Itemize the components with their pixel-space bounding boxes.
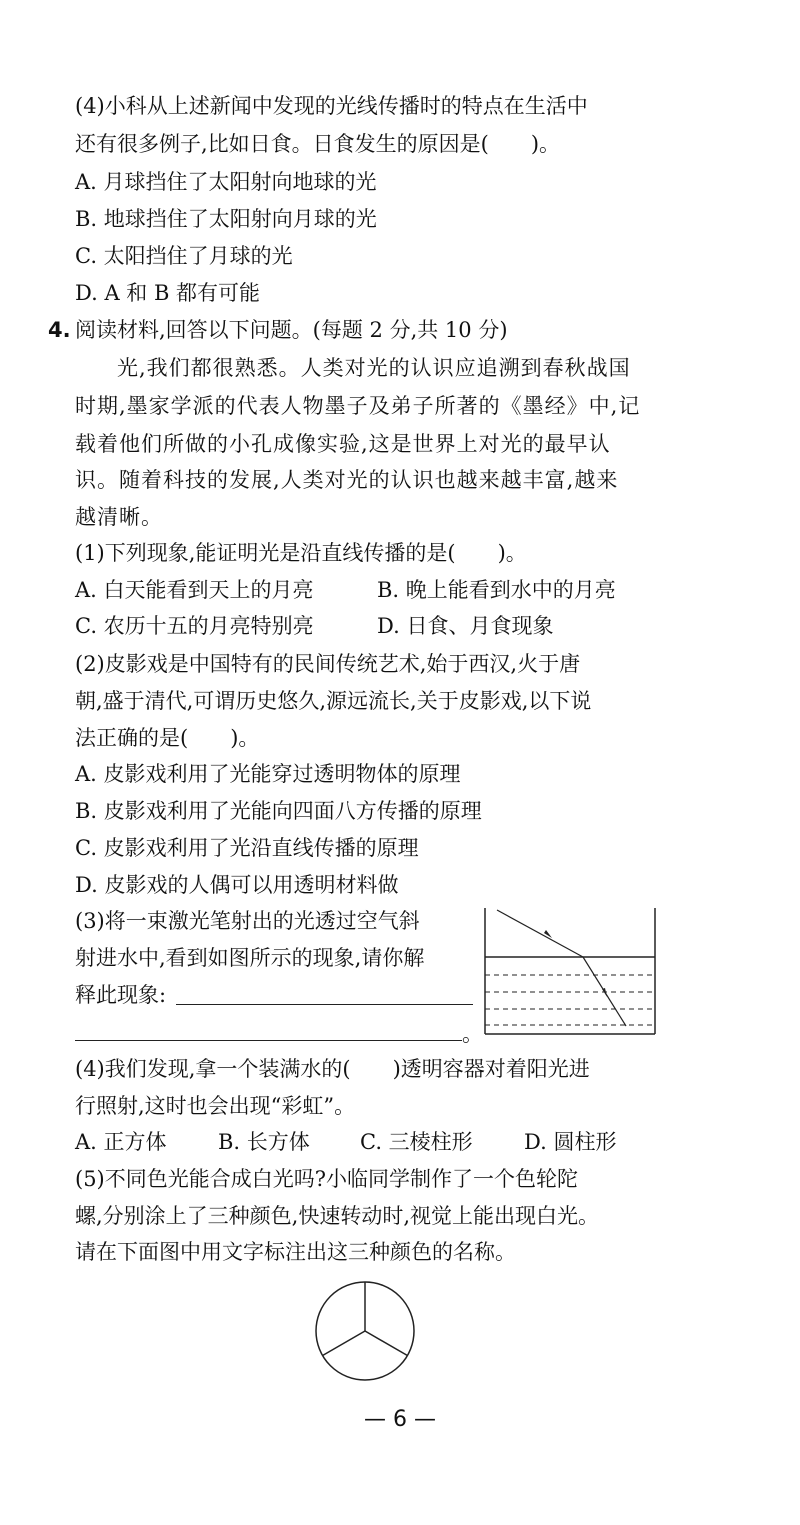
q4-5-stem-line2: 螺,分别涂上了三种颜色,快速转动时,视觉上能出现白光。	[75, 1204, 600, 1228]
q3-4-option-c: C. 太阳挡住了月球的光	[75, 244, 293, 268]
q4-4-option-a: A. 正方体	[75, 1130, 167, 1154]
answer-blank-1[interactable]	[176, 1004, 473, 1005]
passage-line-3: 载着他们所做的小孔成像实验,这是世界上对光的最早认	[75, 432, 611, 456]
q4-5-stem-line1: (5)不同色光能合成白光吗?小临同学制作了一个色轮陀	[75, 1167, 579, 1191]
q3-4-stem-line2: 还有很多例子,比如日食。日食发生的原因是( )。	[75, 132, 561, 156]
q4-1-option-a: A. 白天能看到天上的月亮	[75, 578, 314, 602]
q3-4-option-a: A. 月球挡住了太阳射向地球的光	[75, 170, 377, 194]
q4-3-stem-line2: 射进水中,看到如图所示的现象,请你解	[75, 946, 425, 970]
passage-line-2: 时期,墨家学派的代表人物墨子及弟子所著的《墨经》中,记	[75, 394, 641, 418]
q4-4-stem-line1: (4)我们发现,拿一个装满水的( )透明容器对着阳光进	[75, 1057, 590, 1081]
q4-4-option-c: C. 三棱柱形	[360, 1130, 473, 1154]
q4-2-stem-line3: 法正确的是( )。	[75, 726, 260, 750]
q3-4-stem-line1: (4)小科从上述新闻中发现的光线传播时的特点在生活中	[75, 94, 588, 118]
question-4-number: 4.	[48, 318, 71, 342]
q3-4-option-b: B. 地球挡住了太阳射向月球的光	[75, 207, 377, 231]
passage-line-5: 越清晰。	[75, 505, 163, 529]
question-4-title: 阅读材料,回答以下问题。(每题 2 分,共 10 分)	[75, 318, 508, 342]
q4-2-stem-line2: 朝,盛于清代,可谓历史悠久,源远流长,关于皮影戏,以下说	[75, 689, 592, 713]
q4-3-stem-line1: (3)将一束激光笔射出的光透过空气斜	[75, 909, 420, 933]
color-wheel-diagram[interactable]	[312, 1278, 418, 1384]
page-number: — 6 —	[364, 1407, 436, 1432]
answer-blank-2[interactable]	[75, 1040, 462, 1041]
q4-1-option-c: C. 农历十五的月亮特别亮	[75, 614, 314, 638]
q4-4-option-b: B. 长方体	[218, 1130, 310, 1154]
q4-4-stem-line2: 行照射,这时也会出现“彩虹”。	[75, 1094, 356, 1118]
q4-2-option-a: A. 皮影戏利用了光能穿过透明物体的原理	[75, 762, 461, 786]
q4-1-option-b: B. 晚上能看到水中的月亮	[377, 578, 616, 602]
q4-4-option-d: D. 圆柱形	[524, 1130, 617, 1154]
q4-1-option-d: D. 日食、月食现象	[377, 614, 554, 638]
q4-3-stem-line3: 释此现象:	[75, 983, 167, 1007]
q4-5-stem-line3: 请在下面图中用文字标注出这三种颜色的名称。	[75, 1240, 516, 1264]
q3-4-option-d: D. A 和 B 都有可能	[75, 281, 261, 305]
q4-2-option-c: C. 皮影戏利用了光沿直线传播的原理	[75, 836, 419, 860]
q4-3-end-mark: 。	[462, 1022, 483, 1046]
passage-line-1: 光,我们都很熟悉。人类对光的认识应追溯到春秋战国	[117, 356, 631, 380]
q4-2-option-d: D. 皮影戏的人偶可以用透明材料做	[75, 873, 399, 897]
q4-2-stem-line1: (2)皮影戏是中国特有的民间传统艺术,始于西汉,火于唐	[75, 652, 581, 676]
passage-line-4: 识。随着科技的发展,人类对光的认识也越来越丰富,越来	[75, 468, 619, 492]
refraction-diagram	[480, 900, 660, 1040]
q4-1-stem: (1)下列现象,能证明光是沿直线传播的是( )。	[75, 541, 527, 565]
q4-2-option-b: B. 皮影戏利用了光能向四面八方传播的原理	[75, 799, 482, 823]
